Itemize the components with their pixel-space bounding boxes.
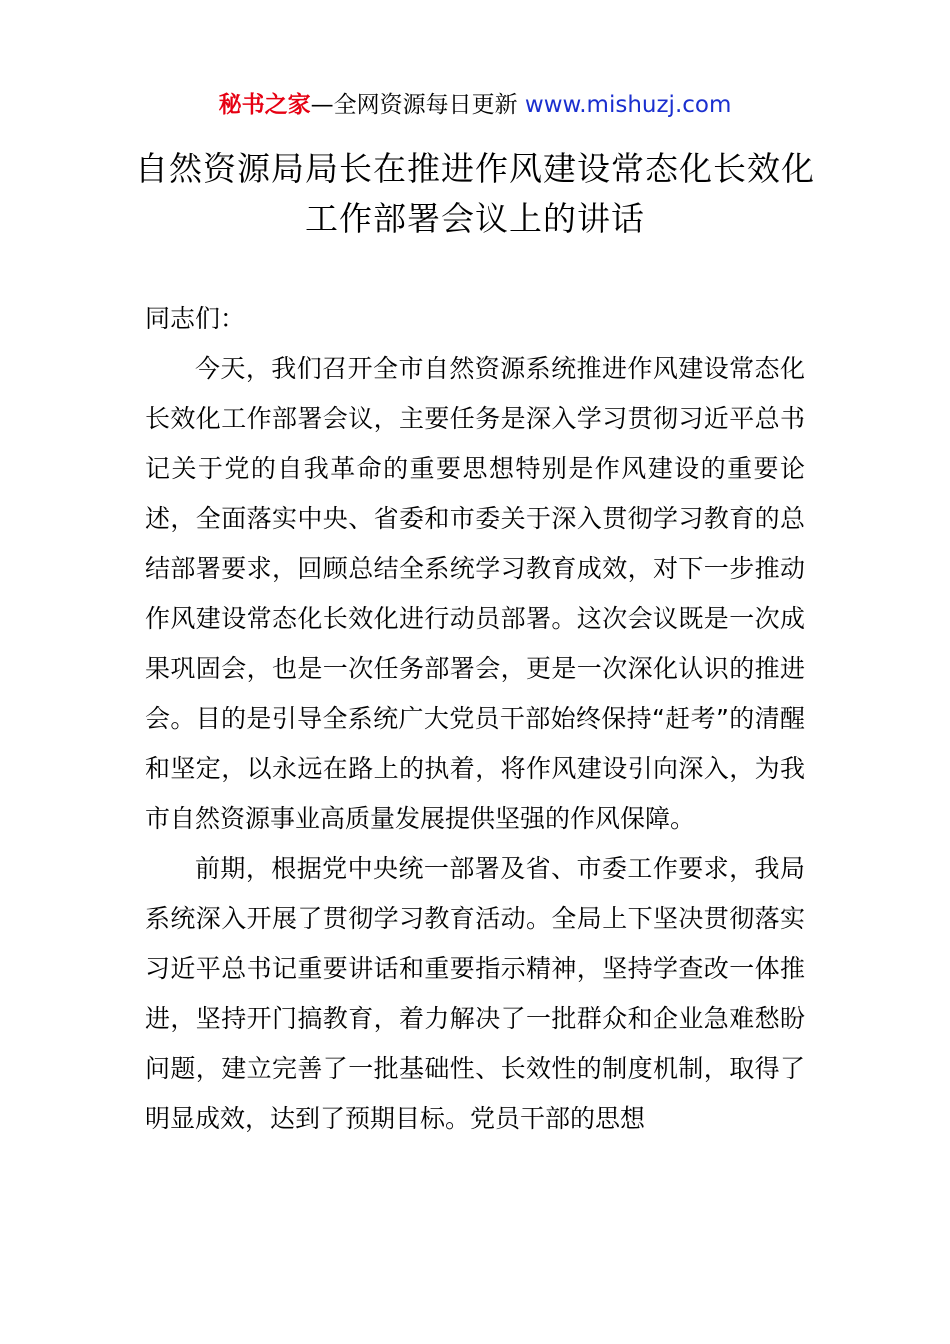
title-line-2: 工作部署会议上的讲话 (305, 199, 645, 238)
document-title (0, 144, 950, 244)
title-line-1: 自然资源局局长在推进作风建设常态化长效化 (135, 149, 815, 188)
document-body (145, 294, 805, 1144)
greeting: 同志们： (145, 304, 246, 333)
header-tagline: —全网资源每日更新 (310, 92, 525, 118)
site-header (0, 88, 950, 122)
site-url-link[interactable]: www.mishuzj.com (524, 92, 732, 118)
paragraph-2: 前期，根据党中央统一部署及省、市委工作要求，我局系统深入开展了贯彻学习教育活动。全局上下坚决贯彻落实习近平总书记重要讲话和重要指示精神，坚持学查改一体推进，坚持开门搞教育，着力解决了一批群众和企业急难愁盼问题，建立完善了一批基础性、长效性的制度机制，取得了明显成效，达到了预期目标。党员干部的思想 (145, 854, 805, 1133)
brand-name: 秘书之家 (218, 92, 311, 118)
paragraph-1: 今天，我们召开全市自然资源系统推进作风建设常态化长效化工作部署会议，主要任务是深入学习贯彻习近平总书记关于党的自我革命的重要思想特别是作风建设的重要论述，全面落实中央、省委和市委关于深入贯彻学习教育的总结部署要求，回顾总结全系统学习教育成效，对下一步推动作风建设常态化长效化进行动员部署。这次会议既是一次成果巩固会，也是一次任务部署会，更是一次深化认识的推进会。目的是引导全系统广大党员干部始终保持“赶考”的清醒和坚定，以永远在路上的执着，将作风建设引向深入，为我市自然资源事业高质量发展提供坚强的作风保障。 (145, 354, 805, 833)
